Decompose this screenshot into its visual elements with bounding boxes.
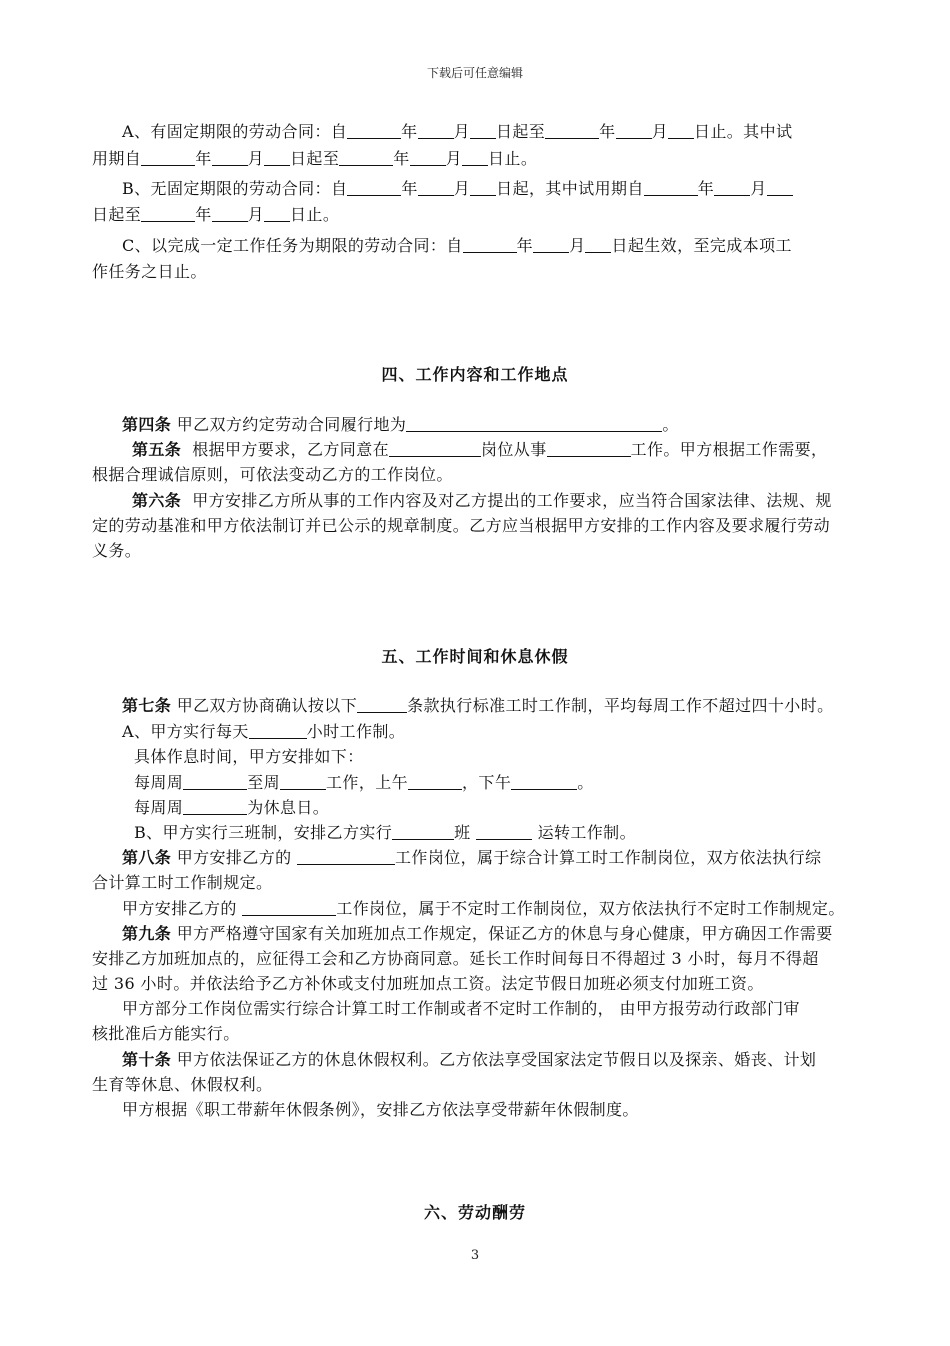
flexible-hours-line: 甲方安排乙方的 工作岗位，属于不定时工作制岗位，双方依法执行不定时工作制规定。: [122, 899, 845, 918]
partial-positions-line1: 甲方部分工作岗位需实行综合计算工时工作制或者不定时工作制的， 由甲方报劳动行政部门审: [122, 999, 800, 1018]
term-option-c-line1: C、以完成一定工作任务为期限的劳动合同：自 年 月 日起生效，至完成本项工: [122, 236, 792, 255]
work-days-line: 每周周 至周 工作，上午 ，下午 。: [134, 773, 594, 792]
article-8-line2: 合计算工时工作制规定。: [92, 873, 273, 892]
article-10-line1: 第十条 甲方依法保证乙方的休息休假权利。乙方依法享受国家法定节假日以及探亲、婚丧、计划: [122, 1050, 817, 1069]
annual-leave-line: 甲方根据《职工带薪年休假条例》，安排乙方依法享受带薪年休假制度。: [122, 1100, 639, 1119]
article-5-line1: 第五条 根据甲方要求，乙方同意在 岗位从事 工作。甲方根据工作需要，: [132, 440, 828, 459]
term-option-c-line2: 作任务之日止。: [92, 262, 207, 281]
article-6-line2: 定的劳动基准和甲方依法制订并已公示的规章制度。乙方应当根据甲方安排的工作内容及要求履行劳动: [92, 516, 831, 535]
term-option-b-line2: 日起至 年 月 日止。: [92, 205, 340, 224]
article-4: 第四条 甲乙双方约定劳动合同履行地为 。: [122, 415, 679, 434]
term-option-a-line1: A、有固定期限的劳动合同：自 年 月 日起至 年 月 日止。其中试: [122, 122, 793, 141]
article-6-line3: 义务。: [92, 541, 142, 560]
article-9-line2: 安排乙方加班加点的，应征得工会和乙方协商同意。延长工作时间每日不得超过 3 小时，每月不得超: [92, 949, 819, 968]
term-option-b-line1: B、无固定期限的劳动合同：自 年 月 日起，其中试用期自 年 月: [122, 175, 892, 202]
schedule-intro: 具体作息时间，甲方安排如下：: [134, 747, 364, 766]
article-7: 第七条 甲乙双方协商确认按以下 条款执行标准工时工作制，平均每周工作不超过四十小时。: [122, 696, 834, 715]
section-6-heading: 六、劳动酬劳: [423, 1203, 526, 1222]
section-5-heading: 五、工作时间和休息休假: [381, 647, 569, 666]
rest-days-line: 每周周 为休息日。: [134, 798, 330, 817]
article-8-line1: 第八条 甲方安排乙方的 工作岗位，属于综合计算工时工作制岗位，双方依法执行综: [122, 848, 822, 867]
article-9-line1: 第九条 甲方严格遵守国家有关加班加点工作规定，保证乙方的休息与身心健康，甲方确因工作需要: [122, 924, 833, 943]
page-header: 下载后可任意编辑: [426, 66, 523, 80]
article-6-line1: 第六条 甲方安排乙方所从事的工作内容及对乙方提出的工作要求，应当符合国家法律、法规、规: [132, 491, 832, 510]
term-option-a-line2: 用期自 年 月 日起至 年 月 日止。: [92, 149, 538, 168]
option-a-hours: A、甲方实行每天 小时工作制。: [122, 722, 406, 741]
partial-positions-line2: 核批准后方能实行。: [92, 1024, 240, 1043]
page-number: 3: [470, 1248, 480, 1263]
article-5-line2: 根据合理诚信原则，可依法变动乙方的工作岗位。: [92, 465, 453, 484]
article-9-line3: 过 36 小时。并依法给予乙方补休或支付加班加点工资。法定节假日加班必须支付加班工资。: [92, 974, 764, 993]
article-10-line2: 生育等休息、休假权利。: [92, 1075, 273, 1094]
section-4-heading: 四、工作内容和工作地点: [381, 365, 569, 384]
option-b-shifts: B、甲方实行三班制，安排乙方实行 班 运转工作制。: [134, 823, 636, 842]
